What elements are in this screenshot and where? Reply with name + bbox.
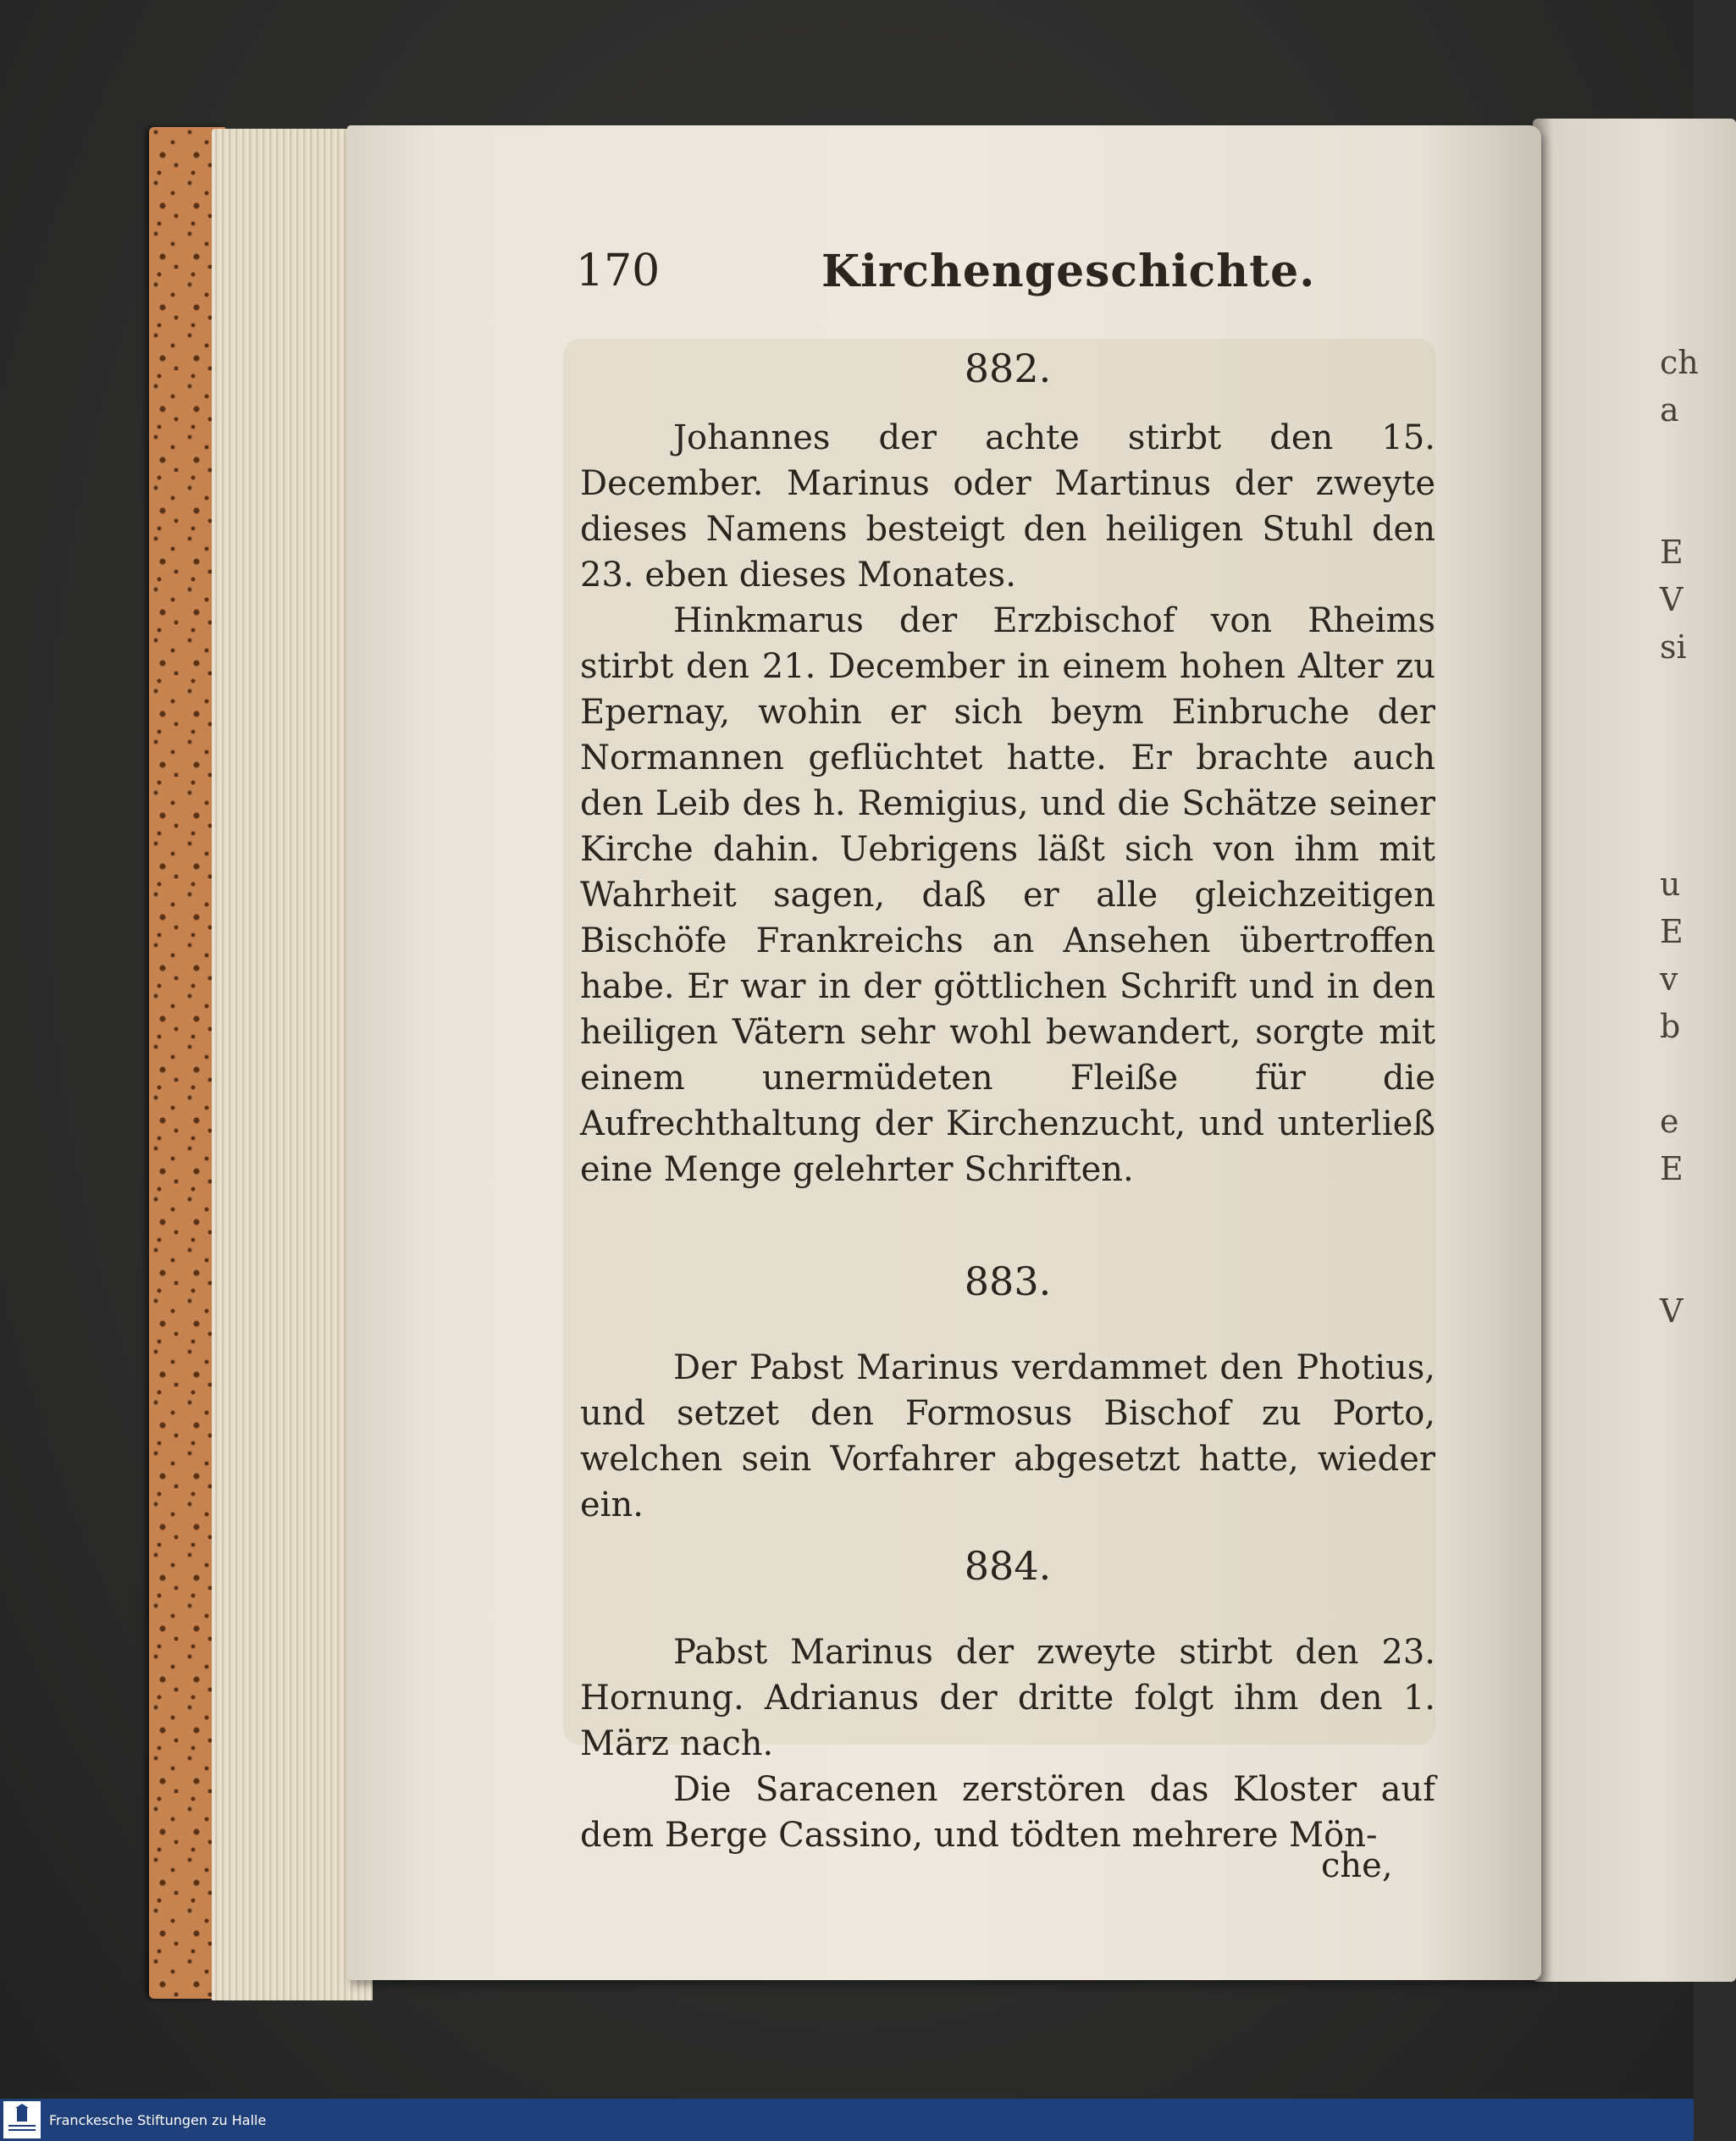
page-number: 170 [576, 246, 661, 296]
institution-logo-icon [5, 2103, 39, 2137]
year-heading-884: 884. [964, 1543, 1052, 1589]
page-header [576, 246, 1316, 313]
institution-name: Franckesche Stiftungen zu Halle [49, 2111, 267, 2128]
institution-logo [3, 2101, 41, 2138]
paragraph: Die Saracenen zerstören das Kloster auf dem Berge Cassino, und tödten mehrere Mön- [580, 1770, 1435, 1855]
year-heading-882: 882. [964, 346, 1052, 391]
paragraph: Johannes der achte stirbt den 15. December. Marinus oder Martinus der zweyte dieses Namens besteigt den heiligen Stuhl den 23. eben dieses Monates. [580, 418, 1435, 595]
year-heading-883: 883. [964, 1259, 1052, 1304]
paragraph: Der Pabst Marinus verdammet den Photius, und setzet den Formosus Bischof zu Porto, welchen sein Vorfahrer abgesetzt hatte, wieder ein. [580, 1348, 1435, 1524]
page-text [580, 339, 1435, 1858]
paragraph: Pabst Marinus der zweyte stirbt den 23. Hornung. Adrianus der dritte folgt ihm den 1. März nach. [580, 1633, 1435, 1763]
running-title: Kirchengeschichte. [821, 246, 1316, 297]
facing-page-text-fragments: ch a E V si u E v b e E V [1660, 344, 1699, 1330]
facing-page [1533, 119, 1736, 1982]
paragraph: Hinkmarus der Erzbischof von Rheims stirbt den 21. December in einem hohen Alter zu Epernay, wohin er sich beym Einbruche der Normannen geflüchtet hatte. Er brachte auch den Leib des h. Remigius, und die Schätze seiner Kirche dahin. Uebrigens läßt sich von ihm mit Wahrheit sagen, daß er alle gleichzeitigen Bischöfe Frankreichs an Ansehen übertroffen habe. Er war in der göttlichen Schrift und in den heiligen Vätern sehr wohl bewandert, sorgte mit einem unermüdeten Fleiße für die Aufrechthaltung der Kirchenzucht, und unterließ eine Menge gelehrter Schriften. [580, 601, 1435, 1189]
footer-bar [0, 2099, 1694, 2141]
catchword: che, [1321, 1846, 1393, 1885]
